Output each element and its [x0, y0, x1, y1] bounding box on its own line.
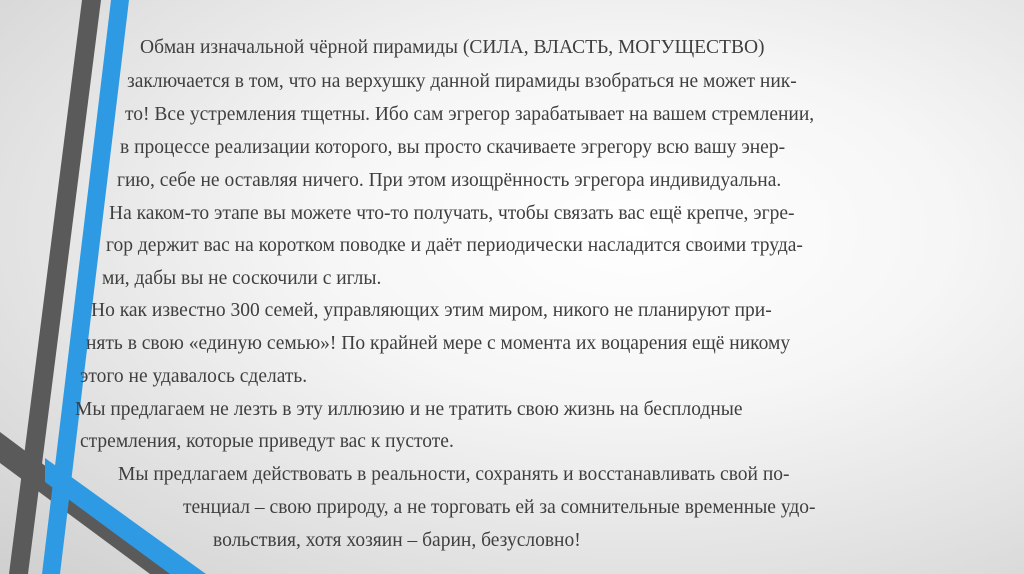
text-line: Обман изначальной чёрной пирамиды (СИЛА, ВЛАСТЬ, МОГУЩЕСТВО) [140, 37, 765, 58]
text-line: этого не удавалось сделать. [80, 366, 308, 387]
text-line: тенциал – свою природу, а не торговать ей за сомнительные временные удо- [183, 497, 816, 518]
text-line: заключается в том, что на верхушку данной пирамиды взобраться не может ник- [127, 71, 797, 92]
text-line: ми, дабы вы не соскочили с иглы. [102, 268, 382, 289]
text-line: На каком-то этапе вы можете что-то получать, чтобы связать вас ещё крепче, эгре- [109, 203, 795, 224]
text-line: нять в свою «единую семью»! По крайней мере с момента их воцарения ещё никому [86, 333, 791, 354]
text-line: стремления, которые приведут вас к пустоте. [80, 431, 454, 452]
text-line: то! Все устремления тщетны. Ибо сам эгрегор зарабатывает на вашем стремлении, [125, 104, 815, 125]
text-line: Но как известно 300 семей, управляющих этим миром, никого не планируют при- [91, 300, 772, 321]
text-line: гор держит вас на коротком поводке и даёт периодически насладится своими труда- [106, 235, 803, 256]
text-line: в процессе реализации которого, вы просто скачиваете эгрегору всю вашу энер- [120, 137, 786, 158]
text-line: вольствия, хотя хозяин – барин, безусловно! [213, 530, 581, 551]
text-line: Мы предлагаем действовать в реальности, сохранять и восстанавливать свой по- [118, 464, 790, 485]
text-line: Мы предлагаем не лезть в эту иллюзию и не тратить свою жизнь на бесплодные [75, 399, 743, 420]
text-line: гию, себе не оставляя ничего. При этом изощрённость эгрегора индивидуальна. [117, 170, 782, 191]
